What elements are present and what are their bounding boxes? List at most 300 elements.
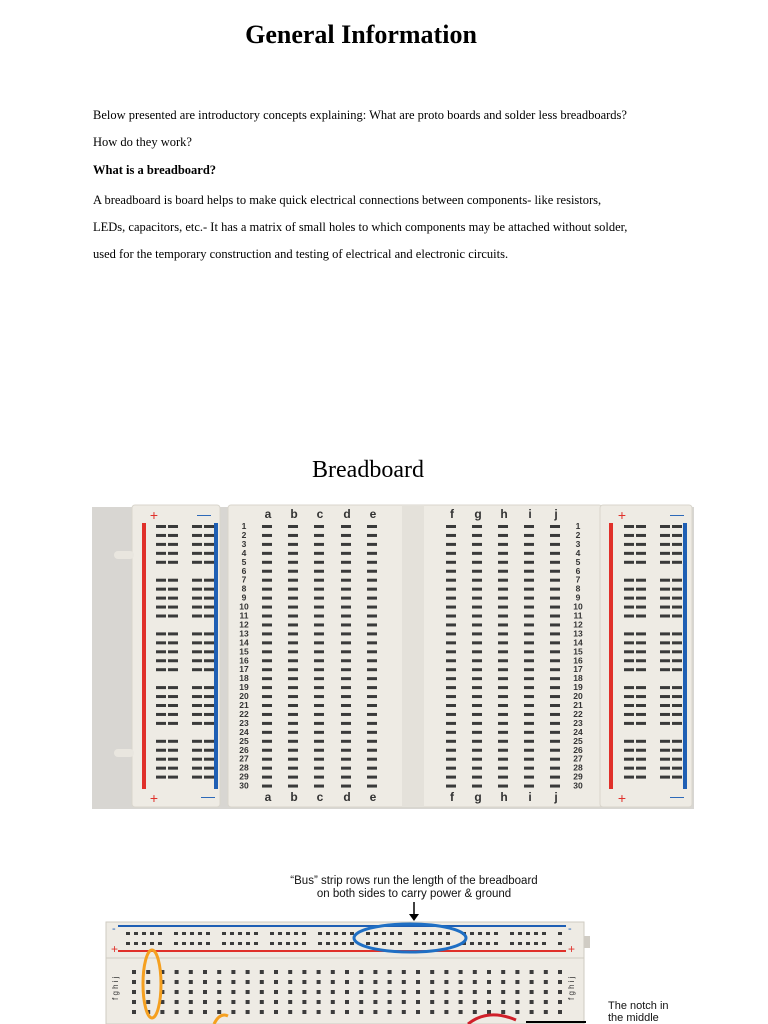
terminal-hole	[524, 677, 534, 680]
rail-hole	[672, 632, 682, 635]
bus-caption-line-2: on both sides to carry power & ground	[316, 888, 512, 900]
terminal-hole	[472, 677, 482, 680]
rail-hole	[624, 561, 634, 564]
terminal-hole	[550, 543, 560, 546]
terminal-hole	[262, 695, 272, 698]
terminal-hole	[472, 767, 482, 770]
bus-hole	[398, 942, 402, 945]
terminal-hole	[367, 785, 377, 788]
terminal-hole	[246, 1010, 250, 1014]
terminal-hole	[550, 606, 560, 609]
rail-hole	[624, 534, 634, 537]
bus-hole	[486, 932, 490, 935]
terminal-hole	[262, 749, 272, 752]
terminal-hole	[288, 980, 292, 984]
rail-hole	[660, 767, 670, 770]
terminal-hole	[314, 552, 324, 555]
rail-hole	[156, 749, 166, 752]
terminal-hole	[550, 615, 560, 618]
bus-hole	[486, 942, 490, 945]
bus-hole	[390, 942, 394, 945]
terminal-hole	[189, 980, 193, 984]
terminal-hole	[524, 623, 534, 626]
terminal-hole	[446, 767, 456, 770]
terminal-hole	[317, 980, 321, 984]
terminal-hole	[288, 1010, 292, 1014]
bus-hole	[526, 932, 530, 935]
terminal-hole	[317, 990, 321, 994]
terminal-hole	[515, 990, 519, 994]
bus-hole	[430, 932, 434, 935]
terminal-hole	[550, 650, 560, 653]
terminal-hole	[359, 980, 363, 984]
terminal-hole	[367, 749, 377, 752]
terminal-hole	[558, 980, 562, 984]
terminal-hole	[314, 543, 324, 546]
terminal-hole	[189, 970, 193, 974]
terminal-hole	[446, 722, 456, 725]
terminal-hole	[446, 570, 456, 573]
terminal-hole	[341, 758, 351, 761]
terminal-hole	[260, 1000, 264, 1004]
terminal-hole	[367, 570, 377, 573]
terminal-hole	[373, 990, 377, 994]
terminal-hole	[402, 1010, 406, 1014]
rail-hole	[624, 758, 634, 761]
row-number-left: 24	[239, 726, 249, 737]
row-number-right: 27	[573, 753, 583, 764]
rail-hole	[672, 713, 682, 716]
terminal-hole	[524, 668, 534, 671]
terminal-hole	[262, 534, 272, 537]
terminal-hole	[314, 758, 324, 761]
bus-hole	[470, 942, 474, 945]
terminal-hole	[530, 1000, 534, 1004]
terminal-hole	[367, 731, 377, 734]
terminal-hole	[498, 588, 508, 591]
rail-hole	[660, 722, 670, 725]
terminal-hole	[341, 740, 351, 743]
terminal-hole	[288, 659, 298, 662]
terminal-hole	[314, 615, 324, 618]
terminal-hole	[246, 980, 250, 984]
question-heading: What is a breadboard?	[93, 163, 217, 177]
terminal-hole	[359, 1010, 363, 1014]
rail-hole	[636, 749, 646, 752]
rail-hole	[624, 659, 634, 662]
bus-hole	[494, 942, 498, 945]
rail-hole	[672, 704, 682, 707]
bus-strip-diagram	[96, 870, 726, 1024]
terminal-hole	[314, 722, 324, 725]
rail-hole	[204, 525, 214, 528]
notch-label-line-2: the middle	[608, 1012, 659, 1024]
terminal-hole	[341, 785, 351, 788]
right-power-rail-block	[600, 505, 692, 807]
rail-hole	[672, 615, 682, 618]
rail-hole	[168, 713, 178, 716]
terminal-hole	[472, 704, 482, 707]
rail-hole	[624, 767, 634, 770]
rail-hole	[624, 650, 634, 653]
rail-hole	[672, 776, 682, 779]
bus-hole	[446, 942, 450, 945]
row-number-right: 22	[573, 708, 583, 719]
column-label-f-top: f	[450, 507, 454, 521]
rail-hole	[672, 695, 682, 698]
terminal-hole	[341, 668, 351, 671]
rail-hole	[192, 704, 202, 707]
terminal-hole	[341, 767, 351, 770]
terminal-hole	[367, 534, 377, 537]
rail-hole	[168, 740, 178, 743]
terminal-hole	[430, 970, 434, 974]
terminal-hole	[288, 650, 298, 653]
terminal-hole	[262, 740, 272, 743]
terminal-hole	[314, 641, 324, 644]
bus-hole	[558, 932, 562, 935]
bus-hole	[126, 932, 130, 935]
bus-hole	[438, 942, 442, 945]
terminal-hole	[288, 695, 298, 698]
terminal-hole	[473, 1010, 477, 1014]
terminal-hole	[367, 623, 377, 626]
terminal-hole	[472, 668, 482, 671]
rail-hole	[636, 740, 646, 743]
terminal-hole	[472, 776, 482, 779]
terminal-hole	[262, 758, 272, 761]
terminal-hole	[262, 668, 272, 671]
terminal-hole	[416, 990, 420, 994]
rail-hole	[624, 776, 634, 779]
bus-rail-strip	[106, 922, 584, 958]
rail-hole	[624, 606, 634, 609]
row-number-left: 8	[241, 583, 247, 594]
bus-hole	[294, 932, 298, 935]
terminal-hole	[524, 686, 534, 689]
terminal-hole	[288, 525, 298, 528]
answer-line-3: used for the temporary construction and testing of electrical and electronic circuits.	[93, 247, 509, 261]
terminal-hole	[446, 659, 456, 662]
terminal-hole	[498, 579, 508, 582]
row-number-right: 10	[573, 601, 583, 612]
terminal-hole	[367, 579, 377, 582]
rail-hole	[156, 659, 166, 662]
bus-hole	[222, 932, 226, 935]
rail-hole	[636, 767, 646, 770]
terminal-hole	[341, 588, 351, 591]
bus-hole	[390, 932, 394, 935]
terminal-hole	[558, 970, 562, 974]
bus-hole	[254, 932, 258, 935]
rail-hole	[204, 606, 214, 609]
rail-hole	[636, 543, 646, 546]
terminal-hole	[524, 695, 534, 698]
row-number-left: 9	[241, 592, 247, 603]
row-number-right: 26	[573, 744, 583, 755]
terminal-hole	[524, 525, 534, 528]
answer-line-2: LEDs, capacitors, etc.- It has a matrix of small holes to which components may be attached without solder,	[93, 220, 628, 234]
bus-hole	[342, 932, 346, 935]
terminal-hole	[501, 990, 505, 994]
terminal-hole	[444, 1010, 448, 1014]
bus-hole	[334, 932, 338, 935]
row-number-right: 25	[573, 735, 583, 746]
rail-hole	[192, 749, 202, 752]
terminal-hole	[288, 570, 298, 573]
rail-hole	[192, 543, 202, 546]
terminal-hole	[314, 597, 324, 600]
terminal-hole	[501, 980, 505, 984]
row-number-right: 7	[575, 574, 581, 585]
caption-arrow-head	[409, 914, 419, 921]
terminal-hole	[498, 677, 508, 680]
terminal-hole	[524, 543, 534, 546]
terminal-hole	[341, 695, 351, 698]
terminal-hole	[288, 623, 298, 626]
terminal-hole	[498, 713, 508, 716]
terminal-hole	[515, 970, 519, 974]
terminal-hole	[331, 990, 335, 994]
rail-hole	[672, 668, 682, 671]
terminal-hole	[341, 552, 351, 555]
terminal-hole	[446, 597, 456, 600]
rail-hole	[192, 534, 202, 537]
bus-hole	[182, 942, 186, 945]
terminal-hole	[515, 1000, 519, 1004]
terminal-hole	[487, 990, 491, 994]
terminal-hole	[260, 1010, 264, 1014]
terminal-hole	[367, 650, 377, 653]
terminal-hole	[446, 525, 456, 528]
terminal-hole	[341, 677, 351, 680]
row-number-right: 24	[573, 726, 583, 737]
rail-hole	[156, 552, 166, 555]
terminal-hole	[359, 970, 363, 974]
terminal-hole	[550, 767, 560, 770]
bus-hole	[510, 942, 514, 945]
rail-hole	[192, 686, 202, 689]
terminal-hole	[341, 713, 351, 716]
bus-hole	[286, 942, 290, 945]
rail-hole	[156, 597, 166, 600]
row-number-right: 9	[575, 592, 581, 603]
terminal-hole	[359, 990, 363, 994]
rail-hole	[204, 704, 214, 707]
terminal-hole	[524, 597, 534, 600]
bus-hole	[526, 942, 530, 945]
bus-hole	[414, 942, 418, 945]
terminal-hole	[314, 588, 324, 591]
terminal-hole	[416, 970, 420, 974]
rail-hole	[624, 588, 634, 591]
right-bottom-plus-sign: +	[617, 790, 627, 806]
terminal-hole	[530, 980, 534, 984]
column-label-c-bottom: c	[316, 790, 324, 804]
row-number-left: 16	[239, 655, 249, 666]
terminal-hole	[498, 722, 508, 725]
terminal-hole	[544, 990, 548, 994]
right-bottom-minus-sign: —	[670, 788, 684, 804]
terminal-hole	[388, 970, 392, 974]
rail-hole	[624, 695, 634, 698]
rail-hole	[660, 695, 670, 698]
terminal-hole	[262, 767, 272, 770]
terminal-hole	[262, 632, 272, 635]
row-number-left: 5	[241, 556, 247, 567]
bus-hole	[142, 932, 146, 935]
rail-hole	[624, 713, 634, 716]
terminal-hole	[472, 785, 482, 788]
terminal-hole	[314, 713, 324, 716]
terminal-hole	[402, 990, 406, 994]
terminal-hole	[314, 570, 324, 573]
terminal-hole	[472, 561, 482, 564]
terminal-hole	[472, 606, 482, 609]
terminal-hole	[302, 1010, 306, 1014]
terminal-hole	[501, 970, 505, 974]
terminal-hole	[472, 695, 482, 698]
rail-hole	[660, 606, 670, 609]
terminal-hole	[498, 695, 508, 698]
terminal-hole	[524, 749, 534, 752]
center-channel	[402, 505, 424, 807]
right-top-plus-sign: +	[617, 507, 627, 523]
row-number-left: 21	[239, 700, 249, 710]
bus-hole	[142, 942, 146, 945]
row-number-right: 18	[573, 673, 583, 684]
terminal-hole	[388, 1000, 392, 1004]
row-number-left: 28	[239, 762, 249, 773]
terminal-hole	[274, 970, 278, 974]
bus-hole	[422, 942, 426, 945]
row-number-left: 13	[239, 628, 249, 639]
rail-hole	[636, 704, 646, 707]
terminal-hole	[288, 767, 298, 770]
terminal-hole	[331, 970, 335, 974]
terminal-hole	[262, 623, 272, 626]
terminal-hole	[262, 731, 272, 734]
rail-hole	[168, 543, 178, 546]
bus-minus-left: -	[112, 923, 116, 935]
terminal-hole	[341, 659, 351, 662]
bus-caption-line-1: “Bus” strip rows run the length of the breadboard	[290, 875, 538, 887]
bus-plus-right: +	[568, 942, 576, 956]
bus-hole	[534, 932, 538, 935]
terminal-hole	[472, 588, 482, 591]
terminal-hole	[498, 731, 508, 734]
rail-hole	[204, 588, 214, 591]
rail-hole	[672, 534, 682, 537]
bus-hole	[470, 932, 474, 935]
terminal-hole	[472, 713, 482, 716]
row-number-right: 16	[573, 655, 583, 666]
terminal-hole	[288, 615, 298, 618]
terminal-hole	[341, 731, 351, 734]
left-bottom-plus-sign: +	[149, 790, 159, 806]
bus-hole	[374, 932, 378, 935]
terminal-hole	[288, 970, 292, 974]
rail-hole	[204, 632, 214, 635]
terminal-hole	[498, 561, 508, 564]
row-number-left: 23	[239, 717, 249, 728]
terminal-hole	[430, 1000, 434, 1004]
rail-hole	[168, 641, 178, 644]
terminal-hole	[146, 990, 150, 994]
rail-hole	[204, 767, 214, 770]
terminal-hole	[288, 534, 298, 537]
bus-hole	[366, 942, 370, 945]
row-number-right: 28	[573, 762, 583, 773]
terminal-hole	[472, 543, 482, 546]
terminal-hole	[231, 990, 235, 994]
rail-hole	[156, 534, 166, 537]
terminal-hole	[231, 980, 235, 984]
rail-hole	[204, 650, 214, 653]
terminal-hole	[487, 980, 491, 984]
terminal-hole	[288, 1000, 292, 1004]
terminal-hole	[367, 552, 377, 555]
terminal-hole	[524, 650, 534, 653]
bus-hole	[190, 932, 194, 935]
terminal-hole	[446, 650, 456, 653]
rail-hole	[192, 615, 202, 618]
terminal-hole	[524, 767, 534, 770]
bus-hole	[318, 942, 322, 945]
rail-hole	[156, 758, 166, 761]
rail-hole	[204, 758, 214, 761]
rail-hole	[204, 749, 214, 752]
terminal-hole	[288, 561, 298, 564]
terminal-hole	[558, 1010, 562, 1014]
terminal-hole	[498, 785, 508, 788]
column-label-j-bottom: j	[554, 790, 558, 804]
terminal-hole	[515, 1010, 519, 1014]
bus-hole	[246, 932, 250, 935]
rail-hole	[660, 713, 670, 716]
terminal-hole	[373, 1000, 377, 1004]
notch-label-line-1: The notch in	[608, 1000, 669, 1012]
rail-hole	[156, 579, 166, 582]
bus-hole	[198, 942, 202, 945]
terminal-hole	[472, 650, 482, 653]
rail-hole	[624, 704, 634, 707]
terminal-hole	[367, 561, 377, 564]
rail-hole	[168, 552, 178, 555]
terminal-hole	[288, 543, 298, 546]
terminal-hole	[314, 561, 324, 564]
terminal-hole	[498, 758, 508, 761]
bus-hole	[366, 932, 370, 935]
row-number-left: 12	[239, 619, 249, 630]
terminal-hole	[341, 543, 351, 546]
rail-hole	[636, 552, 646, 555]
bus-hole	[382, 932, 386, 935]
rail-hole	[660, 561, 670, 564]
rail-hole	[636, 650, 646, 653]
rail-hole	[672, 641, 682, 644]
rail-hole	[156, 722, 166, 725]
bus-hole	[238, 942, 242, 945]
rail-hole	[636, 561, 646, 564]
terminal-hole	[550, 722, 560, 725]
row-number-right: 8	[575, 583, 581, 594]
terminal-hole	[367, 767, 377, 770]
bus-hole	[302, 932, 306, 935]
terminal-hole	[402, 980, 406, 984]
rail-hole	[672, 749, 682, 752]
bus-hole	[278, 942, 282, 945]
